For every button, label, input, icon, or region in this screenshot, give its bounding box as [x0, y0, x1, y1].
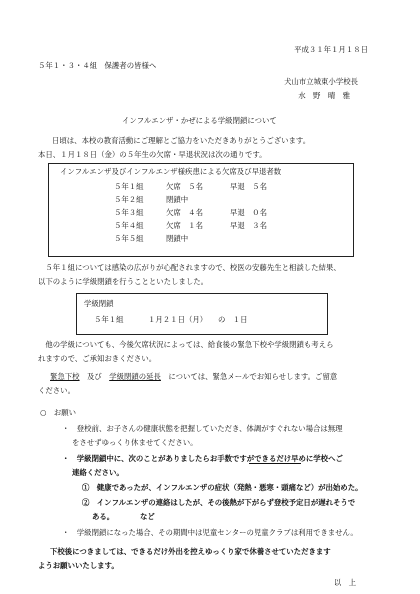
notice-item-closure-extension: 学級閉鎖の延長 — [109, 372, 161, 381]
document-title: インフルエンザ・かぜによる学級閉鎖について — [122, 116, 277, 125]
closure-class: ５年１組 — [94, 315, 124, 324]
explanation-line-1: ５年１組については感染の広がりが心配されますので、校医の安藤先生と相談した結果、 — [38, 263, 341, 272]
status-row-absent: 欠席 ５名 — [166, 182, 203, 191]
status-row-absent: 欠席 ４名 — [166, 208, 203, 217]
request-bullet-1-line-2: をさせずゆっくり休ませてください。 — [72, 438, 198, 447]
intro-line-1: 日頃は、本校の教育活動にご理解とご協力をいただきありがとうございます。 — [52, 136, 311, 145]
school-name: 犬山市立城東小学校長 — [284, 77, 358, 86]
other-classes-line-2: れますので、ご承知おきください。 — [38, 354, 157, 363]
date: 平成３１年１月１８日 — [294, 45, 368, 54]
closing-line-2: ようお願いいたします。 — [38, 561, 119, 570]
status-row-class: ５年３組 — [114, 208, 144, 217]
notice-cont: ください。 — [38, 386, 75, 395]
closing-line-1: 下校後につきましては、できるだけ外出を控えゆっくり家で休養させていただきます — [50, 547, 331, 556]
closure-suffix: の １日 — [218, 315, 248, 324]
status-row-absent: 閉鎖中 — [166, 234, 189, 243]
request-sub-2-line-1: ② インフルエンザの連絡はしたが、その後熱が下がらず登校予定日が遅れそうで — [82, 498, 356, 507]
notice-line — [50, 373, 337, 380]
request-sub-1: ① 健康であったが、インフルエンザの症状（発熱・悪寒・頭痛など）が出始めた。 — [82, 483, 363, 492]
status-row-class: ５年１組 — [114, 182, 144, 191]
principal-name: 水 野 晴 雅 — [298, 91, 350, 100]
intro-line-2: 本日、１月１８日（金）の５年生の欠席・早退状況は次の通りです。 — [38, 150, 267, 159]
status-row-early: 早退 ０名 — [230, 208, 267, 217]
notice-and: 及び — [86, 372, 102, 381]
status-row-class: ５年４組 — [114, 221, 144, 230]
status-row-absent: 閉鎖中 — [166, 195, 189, 204]
explanation-line-2: 以下のように学級閉鎖を行うことといたしました。 — [38, 277, 208, 286]
status-box-heading: インフルエンザ及びインフルエンザ様疾患による欠席及び早退者数 — [60, 167, 282, 176]
other-classes-line-1: 他の学級についても、今後欠席状況によっては、給食後の緊急下校や学級閉鎖も考えら — [38, 340, 334, 349]
recipient: ５年１・３・４組 保護者の皆様へ — [38, 61, 157, 70]
status-row-early: 早退 ５名 — [230, 182, 267, 191]
signoff: 以 上 — [333, 578, 356, 587]
notice-item-early-dismissal: 緊急下校 — [50, 372, 80, 381]
closure-label: 学級閉鎖 — [84, 299, 114, 308]
request-bullet-2-line-1: ・ 学級閉鎖中に、次のことがありましたらお手数ですができるだけ早めに学校へご — [62, 454, 343, 463]
status-row-early: 早退 ３名 — [230, 221, 267, 230]
status-row-class: ５年２組 — [114, 195, 144, 204]
request-bullet-3: ・ 学級閉鎖になった場合、その期間中は児童センターの児童クラブは利用できません。 — [62, 528, 358, 537]
request-sub-2-line-2: ある。 など — [92, 512, 155, 521]
status-row-absent: 欠席 １名 — [166, 221, 203, 230]
request-bullet-1-line-1: ・ 登校前、お子さんの健康状態を把握していただき、体調がすぐれない場合は無理 — [62, 424, 343, 433]
requests-heading: ○ お願い — [40, 408, 77, 417]
underline-mark — [249, 463, 301, 464]
closure-date: １月２１日（月） — [148, 315, 208, 324]
status-row-class: ５年５組 — [114, 234, 144, 243]
request-bullet-2-line-2: 連絡ください。 — [72, 468, 124, 477]
notice-rest: については、緊急メールでお知らせします。ご留意 — [168, 372, 338, 381]
